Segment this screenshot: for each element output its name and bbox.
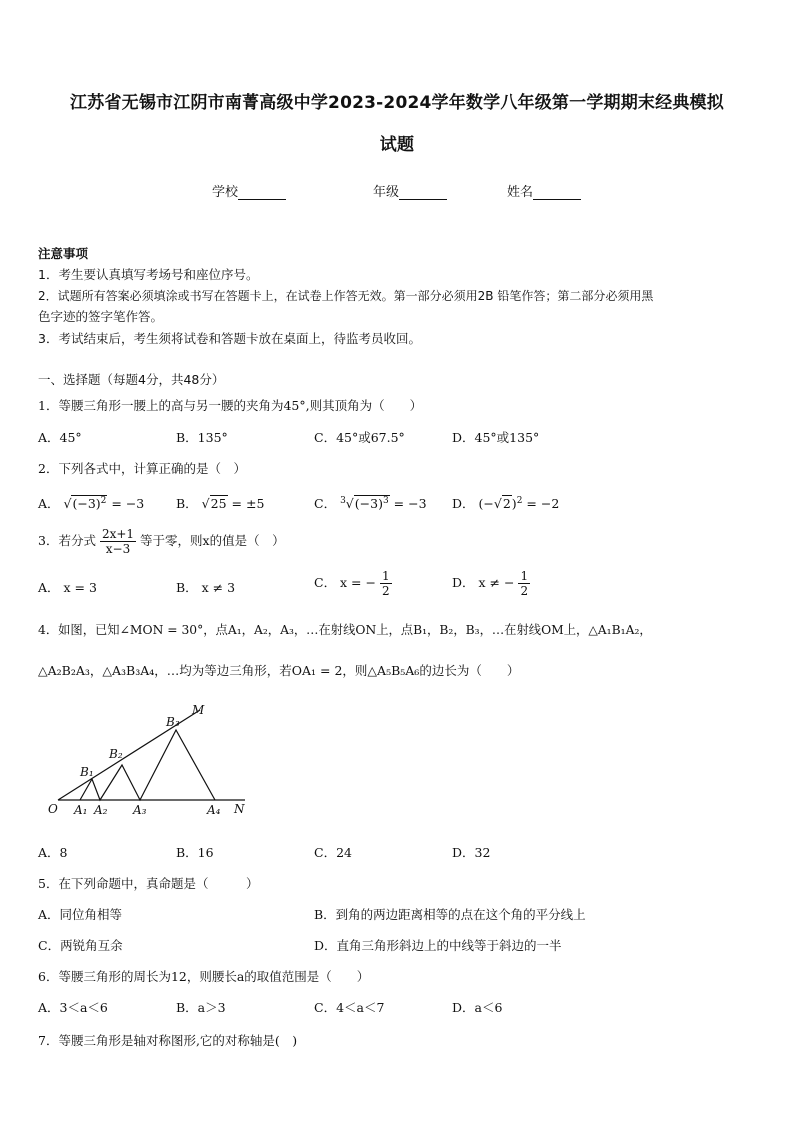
q5-option-d: D．直角三角形斜边上的中线等于斜边的一半 <box>314 938 562 953</box>
q3-frac-num: 2x+1 <box>101 527 135 541</box>
q1-option-c: C．45°或67.5° <box>314 430 405 445</box>
name-field <box>507 181 581 200</box>
q2-d-rhs: = −2 <box>526 496 560 511</box>
q5-option-a: A．同位角相等 <box>38 907 123 922</box>
note-1: 1．考生要认真填写考场号和座位序号。 <box>38 267 259 282</box>
q3-d-fraction <box>518 569 530 598</box>
q3-pre: 3．若分式 <box>38 533 96 548</box>
notes-heading: 注意事项 <box>38 246 89 261</box>
q3-fraction <box>100 527 136 556</box>
q4-figure <box>40 700 260 825</box>
label-b1: B₁ <box>80 765 94 779</box>
exam-title-line2: 试题 <box>379 135 415 155</box>
q3-c-fraction <box>380 569 392 598</box>
q2-c-label: C． <box>314 496 337 511</box>
note-2b: 色字迹的签字笔作答。 <box>38 309 164 324</box>
q3-stem <box>38 527 285 556</box>
q2-d-label: D． <box>452 496 475 511</box>
q6-option-c: C．4＜a＜7 <box>314 1000 385 1015</box>
q6-stem: 6．等腰三角形的周长为12，则腰长a的取值范围是（ ） <box>38 969 370 984</box>
grade-field <box>373 181 447 200</box>
q4-line1: 4．如图，已知∠MON = 30°，点A₁，A₂，A₃，…在射线ON上，点B₁，B₂，B₃，…在射线OM上，△A₁B₁A₂， <box>38 623 652 637</box>
q2-option-a <box>38 494 144 512</box>
q4-option-a: A．8 <box>38 845 68 860</box>
q1-option-b: B．135° <box>176 430 228 445</box>
label-a1: A₁ <box>74 803 88 817</box>
label-b2: B₂ <box>109 747 123 761</box>
q2-c-rhs: = −3 <box>393 496 427 511</box>
grade-label: 年级 <box>373 185 400 200</box>
q3-option-a: A． x = 3 <box>38 580 97 595</box>
note-2a: 2．试题所有答案必须填涂或书写在答题卡上，在试卷上作答无效。第一部分必须用2B 铅笔作答；第二部分必须用黑 <box>38 289 654 303</box>
q4-option-b: B．16 <box>176 845 214 860</box>
q2-a-rhs: = −3 <box>111 496 145 511</box>
section-heading: 一、选择题（每题4分，共48分） <box>38 372 225 387</box>
q2-option-d <box>452 494 559 512</box>
q5-option-b: B．到角的两边距离相等的点在这个角的平分线上 <box>314 907 586 922</box>
label-n: N <box>234 802 245 816</box>
q2-a-label: A． <box>38 496 60 511</box>
label-a2: A₂ <box>94 803 108 817</box>
q1-option-a: A．45° <box>38 430 82 445</box>
q6-option-b: B．a＞3 <box>176 1000 226 1015</box>
q5-stem: 5．在下列命题中，真命题是（ ） <box>38 876 259 891</box>
q5-option-c: C．两锐角互余 <box>38 938 123 953</box>
q3-frac-den: x−3 <box>105 542 131 556</box>
q3-post: 等于零，则x的值是（ ） <box>140 533 285 548</box>
school-blank <box>238 186 286 200</box>
q3-option-d <box>452 569 530 598</box>
q3-d-den: 2 <box>520 584 529 598</box>
q6-option-a: A．3＜a＜6 <box>38 1000 108 1015</box>
q2-option-c <box>314 494 427 512</box>
q3-d-num: 1 <box>520 569 529 583</box>
q4-option-d: D．32 <box>452 845 491 860</box>
q2-d-expr: $(-√2)^2$ <box>478 495 523 511</box>
q3-c-den: 2 <box>381 584 390 598</box>
q1-option-d: D．45°或135° <box>452 430 540 445</box>
q2-option-b <box>176 494 264 512</box>
q7-stem: 7．等腰三角形是轴对称图形,它的对称轴是( ) <box>38 1033 298 1048</box>
label-m: M <box>192 703 205 717</box>
q6-option-d: D．a＜6 <box>452 1000 503 1015</box>
q2-c-expr: $^3√(-3)^3$ <box>340 495 389 511</box>
q3-option-c <box>314 569 392 598</box>
q2-a-expr: $√(-3)^2$ <box>63 495 107 511</box>
grade-blank <box>399 186 447 200</box>
q3-c-label: C． x = − <box>314 575 376 590</box>
name-label: 姓名 <box>507 185 534 200</box>
q3-option-b: B． x ≠ 3 <box>176 580 236 595</box>
name-blank <box>533 186 581 200</box>
school-field <box>212 181 286 200</box>
label-a3: A₃ <box>133 803 147 817</box>
q2-b-expr: √25 <box>201 496 227 511</box>
note-3: 3．考试结束后，考生须将试卷和答题卡放在桌面上，待监考员收回。 <box>38 331 421 346</box>
label-b3: B₃ <box>166 715 180 729</box>
school-label: 学校 <box>212 185 239 200</box>
q1-stem: 1．等腰三角形一腰上的高与另一腰的夹角为45°,则其顶角为（ ） <box>38 398 423 413</box>
label-o: O <box>48 802 58 816</box>
q3-c-num: 1 <box>381 569 390 583</box>
q4-line2: △A₂B₂A₃，△A₃B₃A₄，…均为等边三角形，若OA₁ = 2，则△A₅B₅A₆的边长为（ ） <box>38 663 520 678</box>
triangles-zigzag <box>80 730 215 800</box>
q3-d-label: D． x ≠ − <box>452 575 515 590</box>
q4-option-c: C．24 <box>314 845 352 860</box>
exam-title-line1: 江苏省无锡市江阴市南菁高级中学2023-2024学年数学八年级第一学期期末经典模拟 <box>70 93 724 113</box>
q2-b-label: B． <box>176 496 198 511</box>
label-a4: A₄ <box>207 803 221 817</box>
q2-stem: 2．下列各式中，计算正确的是（ ） <box>38 461 246 476</box>
q2-b-rhs: = ±5 <box>231 496 265 511</box>
